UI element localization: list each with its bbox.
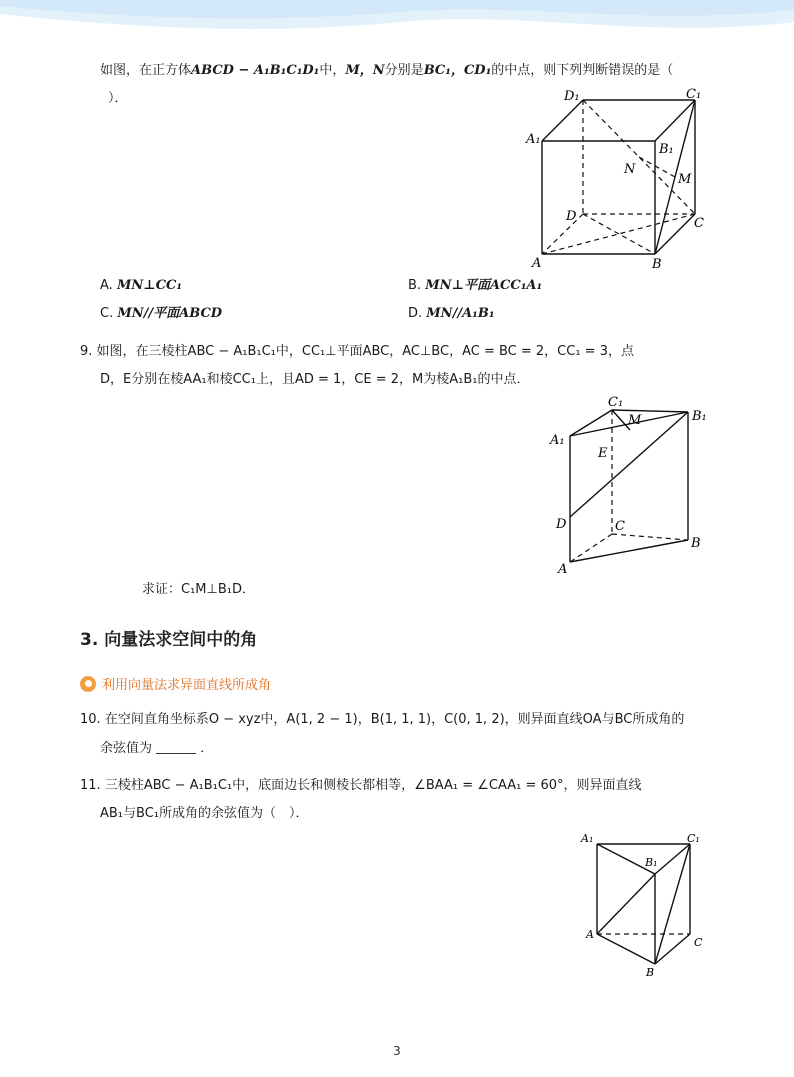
q11-label-b1: B₁ [645,856,658,869]
q8-stem-mid2: 分别是 [384,63,424,78]
option-label: B. [408,278,422,293]
answer-blank[interactable] [156,741,196,754]
option-label: D. [408,306,423,321]
header-wave [0,0,794,60]
q10-text-line1: 在空间直角坐标系O − xyz中，A(1, 2 − 1)，B(1, 1, 1)，C(0, 1, 2)，则异面直线OA与BC所成角的 [104,712,685,727]
q8-option-d[interactable] [408,305,495,323]
q11-label-c: C [694,936,703,949]
q8-label-m: M [678,172,692,187]
q9-prove: 求证：C₁M⊥B₁D． [142,582,255,597]
option-text: MN⊥CC₁ [116,278,183,293]
q9-prism-figure [540,392,720,577]
q9-label-c: C [615,519,625,534]
q8-label-n: N [624,162,636,177]
q8-label-c1: C₁ [686,87,702,102]
q8-cube-figure [520,84,720,274]
q8-option-b[interactable] [408,277,542,295]
q8-label-a: A [532,256,542,271]
q9-label-a: A [558,562,568,577]
q11-label-c1: C₁ [687,832,700,845]
option-label: A. [100,278,113,293]
option-text: MN//平面ABCD [117,306,223,321]
q8-label-d: D [566,209,577,224]
q11-text-line1: 三棱柱ABC − A₁B₁C₁中，底面边长和侧棱长都相等，∠BAA₁ = ∠CAA₁ = 60°，则异面直线 [104,778,642,793]
q9-label-e: E [598,446,608,461]
q10-text-line2: 余弦值为 [100,741,153,756]
q8-label-b: B [652,257,662,272]
q10-number: 10. [80,712,101,727]
q8-mn-label: M，N [345,63,385,78]
q8-label-a1: A₁ [526,132,541,147]
q10-line2 [100,740,213,758]
option-text: MN//A₁B₁ [426,306,495,321]
q8-option-a[interactable] [100,277,182,295]
q9-text-line1: 如图，在三棱柱ABC − A₁B₁C₁中，CC₁⊥平面ABC，AC⊥BC，AC = BC = 2，CC₁ = 3，点 [96,344,634,359]
q9-line1 [80,343,634,361]
section-title: 3. 向量法求空间中的角 [80,630,258,650]
q9-number: 9. [80,344,93,359]
q9-label-a1: A₁ [550,433,565,448]
q11-prism-figure [575,826,715,981]
q9-line2: D，E分别在棱AA₁和棱CC₁上，且AD = 1，CE = 2，M为棱A₁B₁的中点． [100,372,530,387]
section-tip [80,674,271,693]
q8-stem-line1 [100,62,673,80]
page-number: 3 [393,1044,401,1058]
q8-edges-label: BC₁，CD₁ [423,63,492,78]
q11-label-a1: A₁ [581,832,594,845]
q9-label-m: M [628,413,642,428]
q8-stem-line2: ）． [108,91,128,106]
q8-stem-text: 如图，在正方体 [100,63,192,78]
q8-label-c: C [694,216,704,231]
lightbulb-icon [80,676,96,692]
q10-line1 [80,711,684,729]
q8-body-label: ABCD − A₁B₁C₁D₁ [191,63,320,78]
q9-label-b: B [691,536,701,551]
option-text: MN⊥平面ACC₁A₁ [425,278,543,293]
q9-label-c1: C₁ [608,395,624,410]
q9-label-d: D [556,517,567,532]
q11-label-b: B [646,966,655,979]
q11-line1 [80,777,642,795]
q8-label-d1: D₁ [564,89,580,104]
option-label: C. [100,306,114,321]
q10-text-end: ． [200,741,214,756]
q8-stem-mid: 中， [319,63,346,78]
q11-line2: AB₁与BC₁所成角的余弦值为（ ）． [100,806,309,821]
q8-label-b1: B₁ [659,142,674,157]
q8-option-c[interactable] [100,305,222,323]
q11-label-a: A [586,928,594,941]
q11-number: 11. [80,778,101,793]
section-tip-text: 利用向量法求异面直线所成角 [102,678,272,693]
q8-stem-post: 的中点，则下列判断错误的是（ [491,63,674,78]
q9-label-b1: B₁ [692,409,707,424]
